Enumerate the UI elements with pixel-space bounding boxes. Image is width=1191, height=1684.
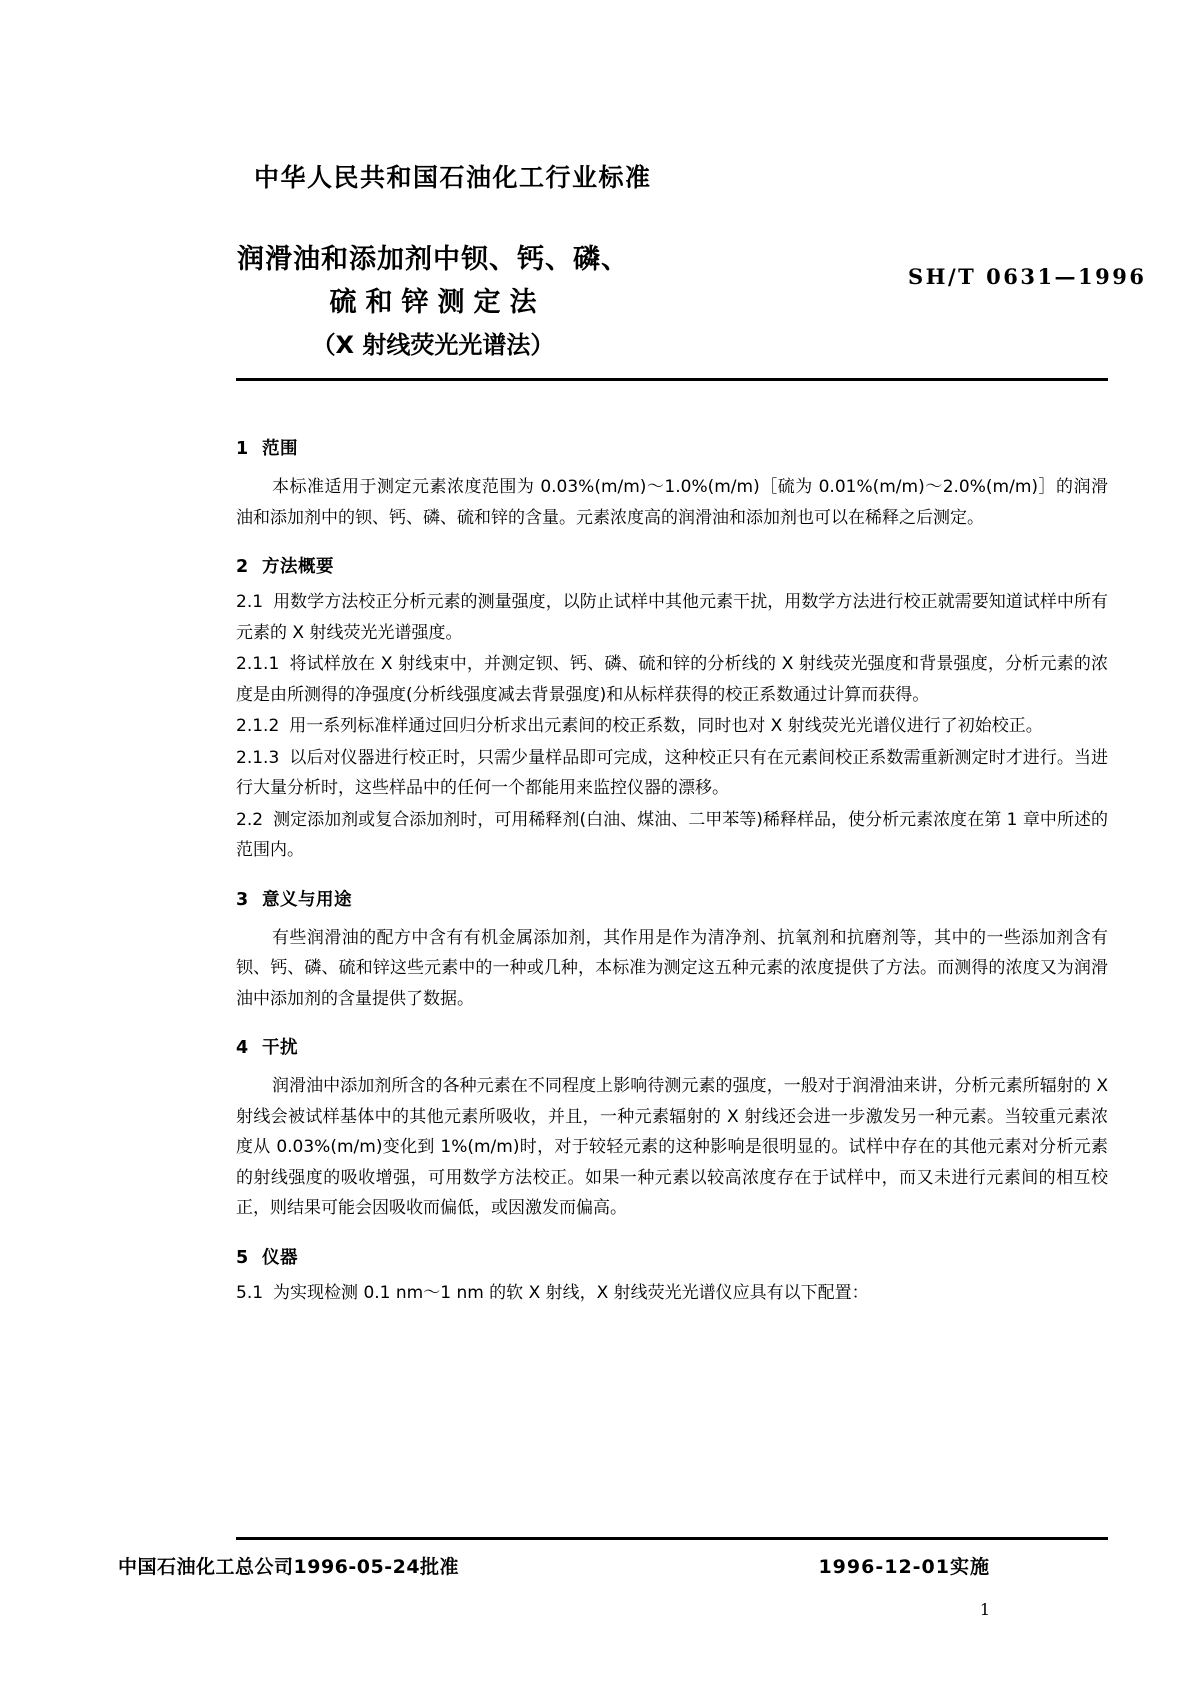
section-number-2: 2 [236, 557, 249, 577]
section-heading-5 [236, 1244, 1108, 1269]
issuing-organization: 中华人民共和国石油化工行业标准 [254, 163, 652, 192]
section-heading-3 [236, 886, 1108, 911]
footer-divider-rule [236, 1537, 1108, 1540]
paragraph-4-1: 润滑油中添加剂所含的各种元素在不同程度上影响待测元素的强度，一般对于润滑油来讲，分析元素所辐射的 X 射线会被试样基体中的其他元素所吸收，并且，一种元素辐射的 X 射线还会进一步激发另一种元素。当较重元素浓度从 0.03%(m/m)变化到 1%(m/m)时，对于较轻元素的这种影响是很明显的。试样中存在的其他元素对分析元素的射线强度的吸收增强，可用数学方法校正。如果一种元素以较高浓度存在于试样中，而又未进行元素间的相互校正，则结果可能会因吸收而偏低，或因激发而偏高。 [236, 1076, 1108, 1218]
section-title-2: 方法概要 [262, 557, 334, 577]
section-title-4: 干扰 [262, 1038, 298, 1058]
paragraph-2-1 [236, 587, 1108, 648]
title-line-1: 润滑油和添加剂中钡、钙、磷、 [237, 244, 629, 275]
footer-approval-text: 中国石油化工总公司1996-05-24批准 [118, 1556, 460, 1578]
clause-text-2-2: 测定添加剂或复合添加剂时，可用稀释剂(白油、煤油、二甲苯等)稀释样品，使分析元素浓度在第 1 章中所述的范围内。 [236, 809, 1108, 860]
clause-text-2-1-1: 将试样放在 X 射线束中，并测定钡、钙、磷、硫和锌的分析线的 X 射线荧光强度和背景强度，分析元素的浓度是由所测得的净强度(分析线强度减去背景强度)和从标样获得的校正系数通过计算而获得。 [236, 654, 1108, 705]
paragraph-2-2 [236, 805, 1108, 866]
clause-text-2-1-2: 用一系列标准样通过回归分析求出元素间的校正系数，同时也对 X 射线荧光光谱仪进行了初始校正。 [289, 716, 1043, 736]
document-body [236, 415, 1108, 1309]
paragraph-2-1-2 [236, 711, 1108, 742]
clause-label-2-1-2: 2.1.2 [236, 716, 280, 736]
section-heading-1 [236, 435, 1108, 460]
clause-label-2-1: 2.1 [236, 592, 264, 612]
section-number-5: 5 [236, 1247, 249, 1268]
section-title-5: 仪器 [262, 1247, 298, 1268]
document-title-block [118, 238, 748, 367]
standard-number: SH/T 0631—1996 [908, 264, 1147, 289]
section-title-3: 意义与用途 [262, 889, 352, 910]
paragraph-2-1-1 [236, 649, 1108, 710]
title-line-3: （X 射线荧光光谱法） [311, 331, 555, 359]
header-divider-rule [236, 378, 1108, 381]
paragraph-3-1: 有些润滑油的配方中含有有机金属添加剂，其作用是作为清净剂、抗氧剂和抗磨剂等，其中的一些添加剂含有钡、钙、磷、硫和锌这些元素中的一种或几种，本标准为测定这五种元素的浓度提供了方法。而测得的浓度又为润滑油中添加剂的含量提供了数据。 [236, 927, 1108, 1009]
footer-implementation-date: 1996-12-01实施 [818, 1556, 990, 1578]
paragraph-5-1 [236, 1278, 1108, 1309]
section-title-1: 范围 [262, 439, 298, 459]
paragraph-1-1: 本标准适用于测定元素浓度范围为 0.03%(m/m)～1.0%(m/m)［硫为 0.01%(m/m)～2.0%(m/m)］的润滑油和添加剂中的钡、钙、磷、硫和锌的含量。元素浓度高的润滑油和添加剂也可以在稀释之后测定。 [236, 477, 1108, 528]
title-line-2: 硫和锌测定法 [329, 287, 546, 318]
section-heading-2 [236, 553, 1108, 578]
section-number-4: 4 [236, 1038, 249, 1058]
section-number-1: 1 [236, 439, 249, 459]
section-number-3: 3 [236, 889, 249, 910]
clause-text-2-1: 用数学方法校正分析元素的测量强度，以防止试样中其他元素干扰，用数学方法进行校正就需要知道试样中所有元素的 X 射线荧光光谱强度。 [236, 592, 1108, 643]
page-sheet [118, 0, 1147, 1684]
clause-text-2-1-3: 以后对仪器进行校正时，只需少量样品即可完成，这种校正只有在元素间校正系数需重新测定时才进行。当进行大量分析时，这些样品中的任何一个都能用来监控仪器的漂移。 [236, 747, 1108, 798]
paragraph-2-1-3 [236, 743, 1108, 804]
section-heading-4 [236, 1034, 1108, 1059]
clause-label-2-2: 2.2 [236, 809, 264, 830]
clause-label-2-1-1: 2.1.1 [236, 654, 280, 674]
clause-text-5-1: 为实现检测 0.1 nm～1 nm 的软 X 射线，X 射线荧光光谱仪应具有以下配置： [273, 1282, 869, 1303]
clause-label-2-1-3: 2.1.3 [236, 747, 280, 768]
page-number: 1 [979, 1600, 990, 1619]
clause-label-5-1: 5.1 [236, 1282, 264, 1303]
